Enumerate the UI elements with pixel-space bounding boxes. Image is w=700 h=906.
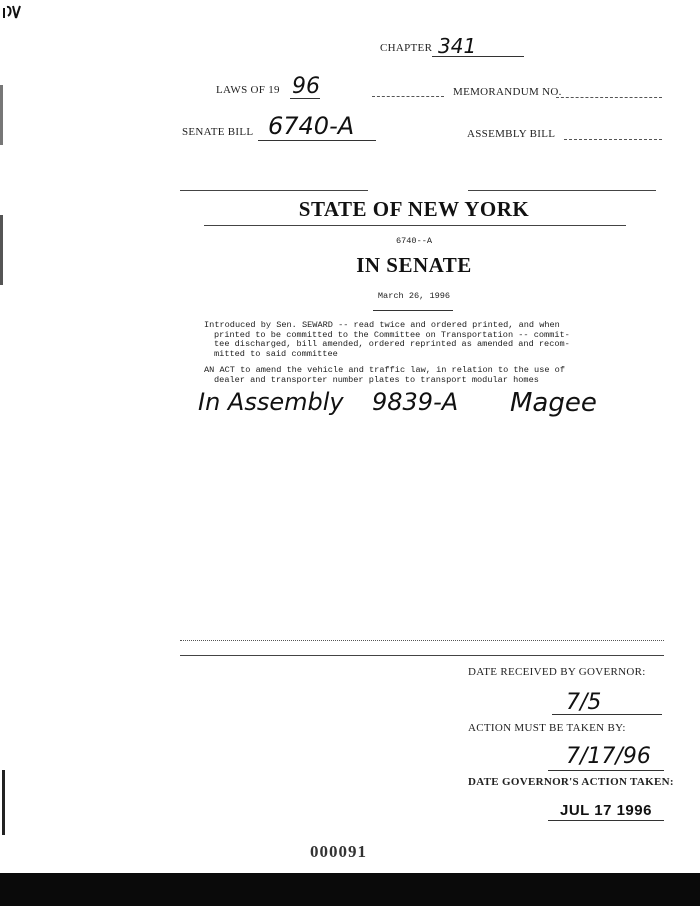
separator-right [468, 190, 656, 191]
scan-edge-mark [0, 215, 3, 285]
state-title: STATE OF NEW YORK [298, 197, 530, 221]
act-line: AN ACT to amend the vehicle and traffic law, in relation to the use of [204, 365, 565, 375]
lower-separator-1 [180, 640, 664, 641]
intro-line: printed to be committed to the Committee on Transportation -- commit- [214, 329, 570, 340]
separator-left [180, 190, 368, 191]
assembly-bill-line [564, 139, 662, 140]
state-underline [204, 225, 626, 226]
laws-extra-line [372, 96, 444, 97]
received-value: 7/5 [566, 690, 602, 715]
senate-bill-line [258, 140, 376, 141]
handwritten-assembly-number: 9839-A [372, 388, 459, 416]
lower-separator-2 [180, 655, 664, 656]
action-taken-line [548, 820, 664, 821]
corner-scribble [2, 4, 22, 26]
scan-bottom-border [0, 873, 700, 906]
senate-bill-value: 6740-A [268, 112, 355, 140]
act-line: dealer and transporter number plates to transport modular homes [214, 374, 539, 385]
bill-date: March 26, 1996 [377, 291, 451, 301]
scan-edge-mark [0, 85, 3, 145]
action-by-line [548, 770, 664, 771]
assembly-bill-label: ASSEMBLY BILL [467, 128, 556, 140]
bill-number: 6740--A [395, 236, 433, 246]
intro-paragraph [204, 321, 644, 359]
memo-line [556, 97, 662, 98]
house-title: IN SENATE [356, 253, 472, 277]
scan-edge-mark [2, 770, 5, 835]
chapter-label: CHAPTER [380, 42, 433, 54]
intro-line: tee discharged, bill amended, ordered reprinted as amended and recom- [214, 339, 570, 349]
senate-bill-label: SENATE BILL [182, 126, 254, 138]
action-by-label: ACTION MUST BE TAKEN BY: [468, 722, 626, 734]
action-taken-label: DATE GOVERNOR'S ACTION TAKEN: [468, 776, 674, 788]
page-number: 000091 [310, 842, 367, 861]
received-label: DATE RECEIVED BY GOVERNOR: [468, 666, 646, 678]
action-taken-stamp: JUL 17 1996 [560, 802, 652, 819]
intro-line: Introduced by Sen. SEWARD -- read twice and ordered printed, and when [204, 320, 560, 330]
chapter-value: 341 [438, 34, 477, 58]
laws-label: LAWS OF 19 [216, 84, 280, 96]
handwritten-in-assembly: In Assembly [198, 388, 344, 416]
date-underline [373, 310, 453, 311]
handwritten-sponsor: Magee [510, 388, 597, 418]
memo-label: MEMORANDUM NO. [453, 86, 562, 98]
act-paragraph [204, 366, 644, 385]
laws-value: 96 [292, 74, 320, 99]
intro-line: mitted to said committee [214, 348, 338, 359]
action-by-value: 7/17/96 [566, 744, 651, 769]
